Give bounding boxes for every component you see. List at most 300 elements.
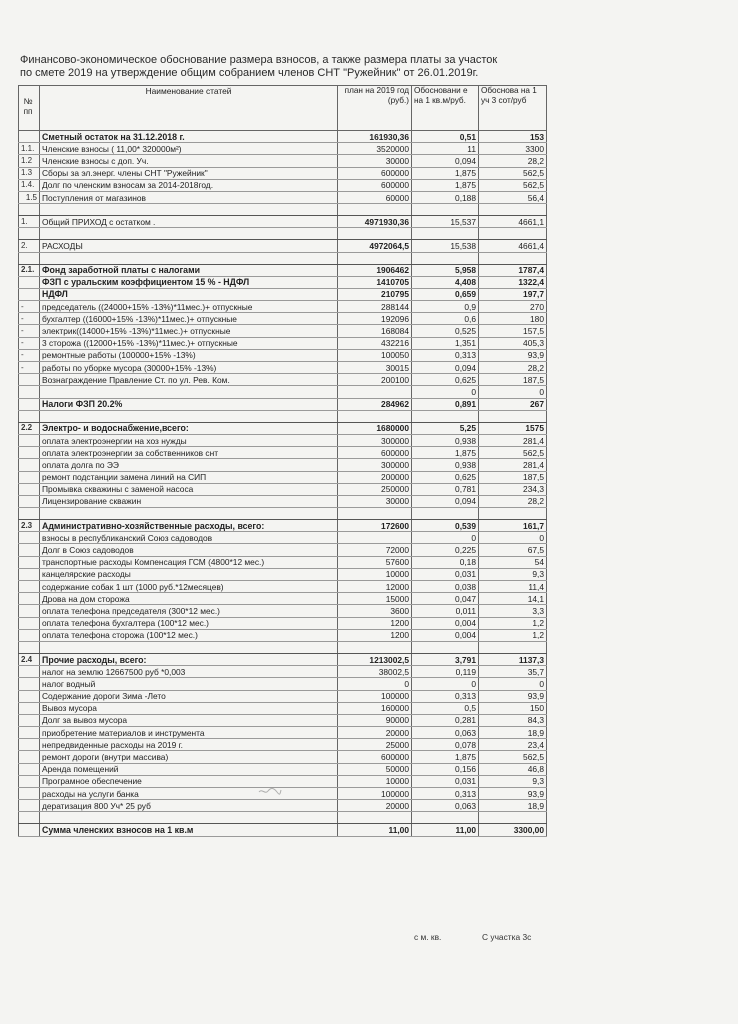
row-num: 2.3 <box>19 520 40 532</box>
empty-cell <box>40 228 338 240</box>
empty-cell <box>412 812 479 824</box>
separator-row <box>19 812 547 824</box>
row-plan: 192096 <box>338 313 412 325</box>
row-per-u: 150 <box>479 702 547 714</box>
row-num <box>19 459 40 471</box>
empty-cell <box>338 252 412 264</box>
table-row <box>19 605 547 617</box>
separator-row <box>19 204 547 216</box>
row-per-m: 0 <box>412 678 479 690</box>
row-name: Сметный остаток на 31.12.2018 г. <box>40 131 338 143</box>
row-per-u: 28,2 <box>479 362 547 374</box>
table-row <box>19 276 547 288</box>
row-per-u: 562,5 <box>479 179 547 191</box>
table-row <box>19 167 547 179</box>
row-per-u: 93,9 <box>479 349 547 361</box>
row-name: оплата долга по ЭЭ <box>40 459 338 471</box>
row-per-u: 84,3 <box>479 714 547 726</box>
row-per-u: 4661,4 <box>479 240 547 252</box>
row-name: налог на землю 12667500 руб *0,003 <box>40 666 338 678</box>
row-plan: 600000 <box>338 167 412 179</box>
row-per-m: 1,875 <box>412 751 479 763</box>
row-plan: 90000 <box>338 714 412 726</box>
empty-cell <box>19 252 40 264</box>
row-num: 2.1. <box>19 264 40 276</box>
row-per-m: 0,094 <box>412 155 479 167</box>
row-name: оплата телефона сторожа (100*12 мес.) <box>40 629 338 641</box>
row-num: 2.2 <box>19 422 40 434</box>
row-per-u: 23,4 <box>479 739 547 751</box>
row-per-u: 56,4 <box>479 191 547 203</box>
row-plan: 161930,36 <box>338 131 412 143</box>
table-row <box>19 495 547 507</box>
row-per-m: 0,5 <box>412 702 479 714</box>
row-name: оплата телефона бухгалтера (100*12 мес.) <box>40 617 338 629</box>
table-row <box>19 739 547 751</box>
footer-right: С участка 3с <box>482 932 532 942</box>
row-plan: 600000 <box>338 751 412 763</box>
scribble-mark <box>258 786 282 796</box>
row-num <box>19 739 40 751</box>
empty-cell <box>40 812 338 824</box>
table-row <box>19 629 547 641</box>
row-num <box>19 131 40 143</box>
row-name: 3 сторожа ((12000+15% -13%)*11мес.)+ отпускные <box>40 337 338 349</box>
row-num <box>19 471 40 483</box>
row-per-u: 35,7 <box>479 666 547 678</box>
row-name: Вознаграждение Правление Ст. по ул. Рев. Ком. <box>40 374 338 386</box>
row-per-u: 161,7 <box>479 520 547 532</box>
row-num: - <box>19 362 40 374</box>
row-name: Прочие расходы, всего: <box>40 653 338 665</box>
row-per-u: 4661,1 <box>479 216 547 228</box>
row-num <box>19 532 40 544</box>
row-name: Фонд заработной платы с налогами <box>40 264 338 276</box>
empty-cell <box>412 508 479 520</box>
row-per-m: 0,313 <box>412 690 479 702</box>
table-row <box>19 362 547 374</box>
empty-cell <box>479 228 547 240</box>
row-per-m: 0,539 <box>412 520 479 532</box>
row-num <box>19 386 40 398</box>
row-per-u: 197,7 <box>479 288 547 300</box>
row-per-u: 0 <box>479 678 547 690</box>
table-body <box>19 131 547 837</box>
row-per-m: 0,156 <box>412 763 479 775</box>
row-plan: 200000 <box>338 471 412 483</box>
row-per-m: 0,659 <box>412 288 479 300</box>
row-per-m: 11,00 <box>412 824 479 836</box>
table-row <box>19 155 547 167</box>
header-plan: план на 2019 год (руб.) <box>338 86 412 131</box>
row-per-u: 0 <box>479 386 547 398</box>
row-name: Членские взносы ( 11,00* 320000м²) <box>40 143 338 155</box>
title-line-1: Финансово-экономическое обоснование размера взносов, а также размера платы за участок <box>20 54 498 66</box>
row-per-m: 0,031 <box>412 568 479 580</box>
row-num: 1.5 <box>19 191 40 203</box>
table-row <box>19 301 547 313</box>
table-row <box>19 800 547 812</box>
row-per-m: 15,537 <box>412 216 479 228</box>
row-num: 2.4 <box>19 653 40 665</box>
row-per-u: 67,5 <box>479 544 547 556</box>
table-row <box>19 568 547 580</box>
row-per-m: 0,781 <box>412 483 479 495</box>
row-plan: 0 <box>338 678 412 690</box>
row-name: Административно-хозяйственные расходы, всего: <box>40 520 338 532</box>
row-per-u: 93,9 <box>479 788 547 800</box>
row-plan <box>338 532 412 544</box>
row-plan: 1410705 <box>338 276 412 288</box>
row-name: Програмное обеспечение <box>40 775 338 787</box>
table-header <box>19 86 547 131</box>
table-row <box>19 690 547 702</box>
row-num: - <box>19 337 40 349</box>
empty-cell <box>19 204 40 216</box>
header-name: Наименование статей <box>40 86 338 131</box>
table-row <box>19 179 547 191</box>
empty-cell <box>338 812 412 824</box>
row-per-m: 0,004 <box>412 617 479 629</box>
row-per-m: 0,225 <box>412 544 479 556</box>
row-name: работы по уборке мусора (30000+15% -13%) <box>40 362 338 374</box>
table-row <box>19 678 547 690</box>
row-plan: 11,00 <box>338 824 412 836</box>
row-num: 1.1. <box>19 143 40 155</box>
row-per-m: 11 <box>412 143 479 155</box>
row-per-m: 0,9 <box>412 301 479 313</box>
empty-cell <box>412 252 479 264</box>
row-per-u: 1,2 <box>479 617 547 629</box>
row-plan: 30000 <box>338 495 412 507</box>
row-per-m: 3,791 <box>412 653 479 665</box>
row-plan: 20000 <box>338 727 412 739</box>
empty-cell <box>19 641 40 653</box>
empty-cell <box>479 204 547 216</box>
row-per-m: 0,094 <box>412 362 479 374</box>
row-per-u: 270 <box>479 301 547 313</box>
row-num <box>19 751 40 763</box>
row-name: РАСХОДЫ <box>40 240 338 252</box>
table-row <box>19 556 547 568</box>
row-name: НДФЛ <box>40 288 338 300</box>
row-name: Сборы за эл.энерг. члены СНТ "Ружейник" <box>40 167 338 179</box>
row-num <box>19 593 40 605</box>
row-per-m: 1,351 <box>412 337 479 349</box>
row-plan: 1200 <box>338 617 412 629</box>
row-plan: 25000 <box>338 739 412 751</box>
row-plan: 288144 <box>338 301 412 313</box>
empty-cell <box>40 252 338 264</box>
table-row <box>19 240 547 252</box>
empty-cell <box>338 228 412 240</box>
row-num: - <box>19 301 40 313</box>
row-plan: 60000 <box>338 191 412 203</box>
table-row <box>19 775 547 787</box>
table-row <box>19 131 547 143</box>
row-per-m: 1,875 <box>412 447 479 459</box>
row-plan: 15000 <box>338 593 412 605</box>
row-name: Дрова на дом сторожа <box>40 593 338 605</box>
row-per-u: 0 <box>479 532 547 544</box>
row-per-m: 1,875 <box>412 179 479 191</box>
table-row <box>19 459 547 471</box>
empty-cell <box>412 228 479 240</box>
row-name: Долг по членским взносам за 2014-2018год. <box>40 179 338 191</box>
row-plan: 100000 <box>338 788 412 800</box>
row-per-u: 153 <box>479 131 547 143</box>
empty-cell <box>40 410 338 422</box>
row-name <box>40 386 338 398</box>
row-plan: 72000 <box>338 544 412 556</box>
row-name: содержание собак 1 шт (1000 руб.*12месяцев) <box>40 581 338 593</box>
row-name: Поступления от магазинов <box>40 191 338 203</box>
row-per-u: 1575 <box>479 422 547 434</box>
row-num: 1.3 <box>19 167 40 179</box>
row-per-m: 5,958 <box>412 264 479 276</box>
row-per-u: 1787,4 <box>479 264 547 276</box>
table-row <box>19 349 547 361</box>
row-per-m: 0,119 <box>412 666 479 678</box>
table-row <box>19 702 547 714</box>
table-row <box>19 788 547 800</box>
row-name: Электро- и водоснабжение,всего: <box>40 422 338 434</box>
table-row <box>19 325 547 337</box>
row-plan: 3520000 <box>338 143 412 155</box>
row-name: председатель ((24000+15% -13%)*11мес.)+ отпускные <box>40 301 338 313</box>
row-per-m: 0,047 <box>412 593 479 605</box>
header-per-u: Обоснова на 1 уч 3 сот/руб <box>479 86 547 131</box>
empty-cell <box>19 228 40 240</box>
row-plan <box>338 386 412 398</box>
row-name: Лицензирование скважин <box>40 495 338 507</box>
row-per-m: 0,063 <box>412 727 479 739</box>
table-row <box>19 471 547 483</box>
table-row <box>19 337 547 349</box>
row-plan: 3600 <box>338 605 412 617</box>
row-per-u: 1322,4 <box>479 276 547 288</box>
row-per-u: 234,3 <box>479 483 547 495</box>
row-plan: 432216 <box>338 337 412 349</box>
row-per-u: 1137,3 <box>479 653 547 665</box>
row-per-m: 0,938 <box>412 434 479 446</box>
row-per-m: 0,891 <box>412 398 479 410</box>
table-row <box>19 398 547 410</box>
empty-cell <box>412 410 479 422</box>
row-per-m: 0,18 <box>412 556 479 568</box>
row-num <box>19 678 40 690</box>
row-per-u: 187,5 <box>479 374 547 386</box>
row-name: ремонт дороги (внутри массива) <box>40 751 338 763</box>
separator-row <box>19 410 547 422</box>
row-per-u: 3,3 <box>479 605 547 617</box>
row-per-u: 3300,00 <box>479 824 547 836</box>
row-name: ремонт подстанции замена линий на СИП <box>40 471 338 483</box>
empty-cell <box>19 410 40 422</box>
footer-left: с м. кв. <box>414 932 442 942</box>
row-num <box>19 617 40 629</box>
row-num <box>19 556 40 568</box>
table-row <box>19 727 547 739</box>
row-per-m: 0,094 <box>412 495 479 507</box>
row-plan: 160000 <box>338 702 412 714</box>
row-num: 1.4. <box>19 179 40 191</box>
row-per-m: 5,25 <box>412 422 479 434</box>
row-per-u: 46,8 <box>479 763 547 775</box>
table-row <box>19 483 547 495</box>
row-num: - <box>19 349 40 361</box>
row-num <box>19 288 40 300</box>
table-row <box>19 216 547 228</box>
row-plan: 20000 <box>338 800 412 812</box>
row-plan: 1680000 <box>338 422 412 434</box>
page-title <box>20 54 580 80</box>
row-num <box>19 605 40 617</box>
row-num <box>19 763 40 775</box>
row-per-m: 0,188 <box>412 191 479 203</box>
row-per-u: 157,5 <box>479 325 547 337</box>
row-plan: 284962 <box>338 398 412 410</box>
table-row <box>19 520 547 532</box>
table-row <box>19 434 547 446</box>
row-name: дератизация 800 Уч* 25 руб <box>40 800 338 812</box>
row-num: 2. <box>19 240 40 252</box>
row-per-u: 562,5 <box>479 167 547 179</box>
row-plan: 1213002,5 <box>338 653 412 665</box>
row-plan: 10000 <box>338 568 412 580</box>
empty-cell <box>40 508 338 520</box>
row-per-m: 0,078 <box>412 739 479 751</box>
row-per-m: 0,938 <box>412 459 479 471</box>
row-per-u: 281,4 <box>479 459 547 471</box>
row-plan: 4972064,5 <box>338 240 412 252</box>
row-name: оплата телефона председателя (300*12 мес.) <box>40 605 338 617</box>
row-name: канцелярские расходы <box>40 568 338 580</box>
table-row <box>19 544 547 556</box>
row-name: бухгалтер ((16000+15% -13%)*11мес.)+ отпускные <box>40 313 338 325</box>
row-per-m: 0,031 <box>412 775 479 787</box>
row-name: оплата электроэнергии на хоз нужды <box>40 434 338 446</box>
row-plan: 57600 <box>338 556 412 568</box>
row-per-u: 28,2 <box>479 155 547 167</box>
row-per-u: 187,5 <box>479 471 547 483</box>
table-row <box>19 653 547 665</box>
empty-cell <box>479 812 547 824</box>
empty-cell <box>412 204 479 216</box>
row-name: Вывоз мусора <box>40 702 338 714</box>
empty-cell <box>412 641 479 653</box>
row-per-u: 180 <box>479 313 547 325</box>
row-per-u: 54 <box>479 556 547 568</box>
row-num <box>19 483 40 495</box>
row-per-m: 0,038 <box>412 581 479 593</box>
row-per-m: 0,625 <box>412 374 479 386</box>
row-per-m: 0,011 <box>412 605 479 617</box>
row-num <box>19 434 40 446</box>
title-line-2: по смете 2019 на утверждение общим собранием членов СНТ "Ружейник" от 26.01.2019г. <box>20 67 479 79</box>
row-name: Членские взносы с доп. Уч. <box>40 155 338 167</box>
row-per-u: 3300 <box>479 143 547 155</box>
row-plan: 168084 <box>338 325 412 337</box>
row-num <box>19 714 40 726</box>
row-per-m: 0,51 <box>412 131 479 143</box>
budget-table <box>18 85 547 837</box>
row-plan: 172600 <box>338 520 412 532</box>
row-plan: 300000 <box>338 459 412 471</box>
empty-cell <box>338 410 412 422</box>
row-num <box>19 775 40 787</box>
row-per-m: 1,875 <box>412 167 479 179</box>
row-plan: 600000 <box>338 447 412 459</box>
table-row <box>19 422 547 434</box>
row-per-m: 0 <box>412 386 479 398</box>
row-plan: 50000 <box>338 763 412 775</box>
row-plan: 4971930,36 <box>338 216 412 228</box>
row-num <box>19 702 40 714</box>
row-name: налог водный <box>40 678 338 690</box>
row-num <box>19 690 40 702</box>
row-name: Общий ПРИХОД с остатком . <box>40 216 338 228</box>
empty-cell <box>338 508 412 520</box>
row-num <box>19 544 40 556</box>
row-num <box>19 666 40 678</box>
table-row <box>19 191 547 203</box>
separator-row <box>19 641 547 653</box>
separator-row <box>19 508 547 520</box>
empty-cell <box>40 204 338 216</box>
row-per-m: 0,625 <box>412 471 479 483</box>
table-row <box>19 143 547 155</box>
row-num <box>19 800 40 812</box>
table-row <box>19 447 547 459</box>
table-row <box>19 666 547 678</box>
row-per-m: 0,313 <box>412 788 479 800</box>
row-per-u: 11,4 <box>479 581 547 593</box>
row-plan: 250000 <box>338 483 412 495</box>
row-per-u: 267 <box>479 398 547 410</box>
row-num <box>19 788 40 800</box>
empty-cell <box>479 641 547 653</box>
row-num: - <box>19 325 40 337</box>
row-per-m: 0,525 <box>412 325 479 337</box>
row-plan: 100050 <box>338 349 412 361</box>
table-row <box>19 581 547 593</box>
empty-cell <box>40 641 338 653</box>
row-name: взносы в республиканский Союз садоводов <box>40 532 338 544</box>
row-per-u: 18,9 <box>479 800 547 812</box>
row-num <box>19 824 40 836</box>
row-per-u: 562,5 <box>479 751 547 763</box>
row-name: Аренда помещений <box>40 763 338 775</box>
row-per-u: 9,3 <box>479 775 547 787</box>
row-per-m: 4,408 <box>412 276 479 288</box>
table-row <box>19 532 547 544</box>
table-row <box>19 763 547 775</box>
row-plan: 10000 <box>338 775 412 787</box>
row-plan: 1906462 <box>338 264 412 276</box>
row-per-u: 281,4 <box>479 434 547 446</box>
table-row <box>19 288 547 300</box>
row-name: ФЗП с уральским коэффициентом 15 % - НДФЛ <box>40 276 338 288</box>
row-per-u: 93,9 <box>479 690 547 702</box>
row-per-u: 9,3 <box>479 568 547 580</box>
table-row <box>19 374 547 386</box>
row-per-m: 0,063 <box>412 800 479 812</box>
row-per-u: 405,3 <box>479 337 547 349</box>
table-row <box>19 751 547 763</box>
row-name: оплата электроэнергии за собственников снт <box>40 447 338 459</box>
table-row <box>19 714 547 726</box>
